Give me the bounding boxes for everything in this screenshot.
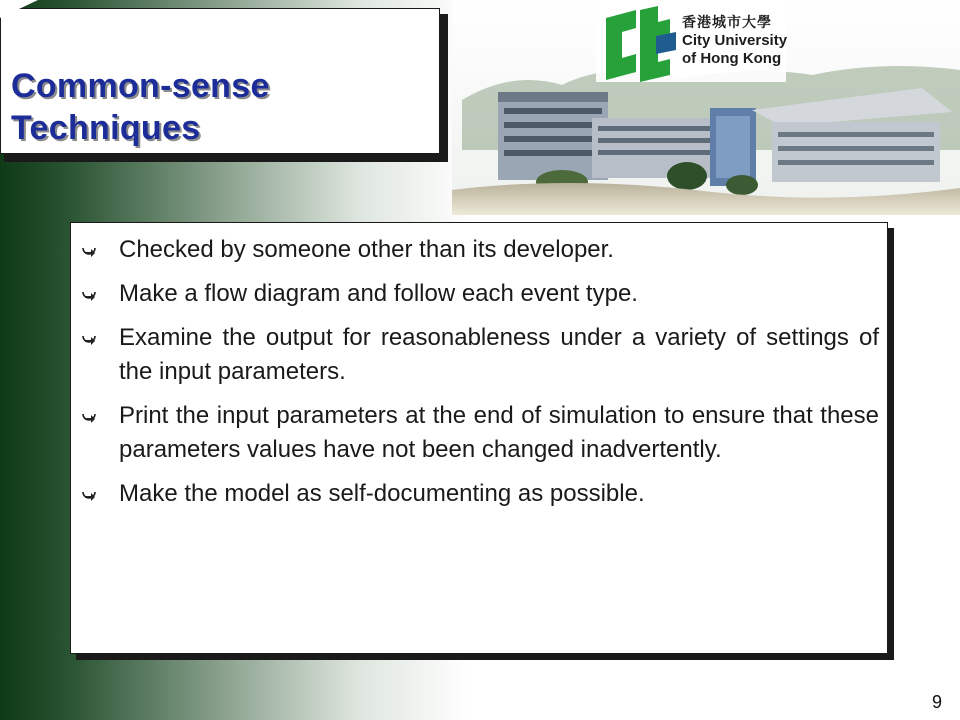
logo-name-line-1: City University	[682, 32, 788, 49]
page-number: 9	[932, 692, 943, 712]
slide-title-line-2: Techniques	[11, 109, 201, 147]
slide-title-line-1: Common-sense	[11, 67, 270, 105]
list-item	[81, 321, 879, 389]
slide-title	[11, 65, 270, 149]
list-item	[81, 233, 879, 267]
arrow-bullet-icon	[82, 410, 96, 424]
arrow-bullet-icon	[82, 244, 96, 258]
arrow-bullet-icon	[82, 288, 96, 302]
logo-chinese-name: 香港城市大學	[682, 15, 772, 31]
title-box	[0, 8, 440, 154]
logo-english-name	[682, 32, 787, 68]
list-item	[81, 477, 879, 511]
arrow-bullet-icon	[82, 488, 96, 502]
corner-decoration	[0, 0, 38, 18]
bullet-text: Make the model as self-documenting as possible.	[119, 480, 645, 507]
list-item	[81, 399, 879, 467]
bullet-text: Print the input parameters at the end of simulation to ensure that these parameters values have not been changed inadvertently.	[119, 402, 879, 463]
arrow-bullet-icon	[82, 332, 96, 346]
bullet-text: Make a flow diagram and follow each event type.	[119, 280, 638, 307]
bullet-text: Checked by someone other than its developer.	[119, 236, 614, 263]
bullet-text: Examine the output for reasonableness under a variety of settings of the input parameters.	[119, 324, 879, 385]
logo-name-line-2: of Hong Kong	[682, 50, 782, 67]
list-item	[81, 277, 879, 311]
content-box	[70, 222, 888, 654]
bullet-list	[81, 233, 879, 521]
